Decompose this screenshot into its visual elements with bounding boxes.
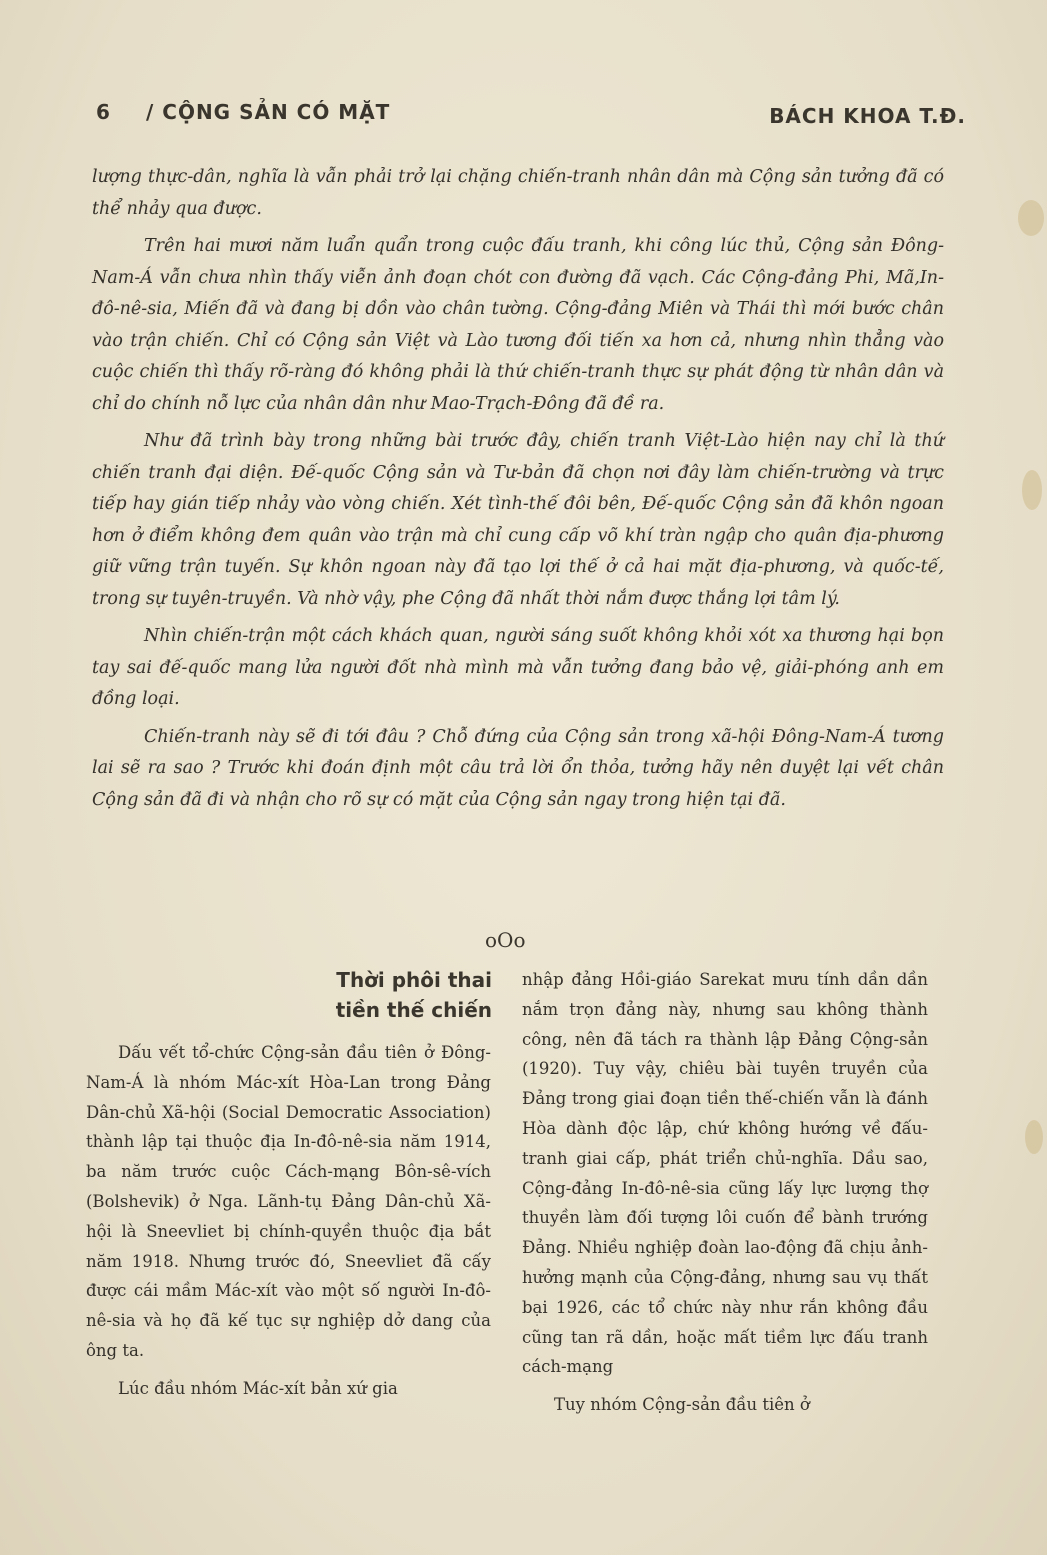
section-title: / CỘNG SẢN CÓ MẶT [146, 100, 391, 124]
paragraph: nhập đảng Hồi-giáo Sarekat mưu tính dần dần nắm trọn đảng này, nhưng sau không thành công, nên đã tách ra thành lập Đảng Cộng-sản (1920). Tuy vậy, chiêu bài tuyên truyền của Đảng trong giai đoạn tiền thế-chiến vẫn là đánh Hòa dành độc lập, chứ không hướng về đấu-tranh giai cấp, phát triển chủ-nghĩa. Dầu sao, Cộng-đảng In-đô-nê-sia cũng lấy lực lượng thợ thuyền làm đối tượng lôi cuốn để bành trướng Đảng. Nhiều nghiệp đoàn lao-động đã chịu ảnh-hưởng mạnh của Cộng-đảng, nhưng sau vụ thất bại 1926, các tổ chức này như rắn không đầu cũng tan rã dần, hoặc mất tiềm lực đấu tranh cách-mạng [522, 970, 928, 1377]
paragraph: lượng thực-dân, nghĩa là vẫn phải trở lại chặng chiến-tranh nhân dân mà Cộng sản tưởng đã có thể nhảy qua được. [92, 167, 944, 219]
paragraph: Dấu vết tổ-chức Cộng-sản đầu tiên ở Đông-Nam-Á là nhóm Mác-xít Hòa-Lan trong Đảng Dân-chủ Xã-hội (Social Democratic Association) thành lập tại thuộc địa In-đô-nê-sia năm 1914, ba năm trước cuộc Cách-mạng Bôn-sê-vích (Bolshevik) ở Nga. Lãnh-tụ Đảng Dân-chủ Xã-hội là Sneevliet bị chính-quyền thuộc địa bắt năm 1918. Nhưng trước đó, Sneevliet đã cấy được cái mầm Mác-xít vào một số người In-đô-nê-sia và họ đã kế tục sự nghiệp dở dang của ông ta. [86, 1043, 491, 1360]
section-heading-line: Thời phôi thai [336, 968, 492, 992]
paragraph: Nhìn chiến-trận một cách khách quan, người sáng suốt không khỏi xót xa thương hại bọn tay sai đế-quốc mang lửa người đốt nhà mình mà vẫn tưởng đang bảo vệ, giải-phóng anh em đồng loại. [92, 626, 944, 709]
paragraph: Như đã trình bày trong những bài trước đây, chiến tranh Việt-Lào hiện nay chỉ là thứ chiến tranh đại diện. Đế-quốc Cộng sản và Tư-bản đã chọn nơi đây làm chiến-trường và trực tiếp hay gián tiếp nhảy vào vòng chiến. Xét tình-thế đôi bên, Đế-quốc Cộng sản đã khôn ngoan hơn ở điểm không đem quân vào trận mà chỉ cung cấp võ khí tràn ngập cho quân địa-phương giữ vững trận tuyến. Sự khôn ngoan này đã tạo lợi thế ở cả hai mặt địa-phương, và quốc-tế, trong sự tuyên-truyền. Và nhờ vậy, phe Cộng đã nhất thời nắm được thắng lợi tâm lý. [92, 431, 944, 609]
paragraph: Chiến-tranh này sẽ đi tới đâu ? Chỗ đứng của Cộng sản trong xã-hội Đông-Nam-Á tương lai sẽ ra sao ? Trước khi đoán định một câu trả lời ổn thỏa, tưởng hãy nên duyệt lại vết chân Cộng sản đã đi và nhận cho rõ sự có mặt của Cộng sản ngay trong hiện tại đã. [92, 726, 944, 810]
paper-stain [1022, 470, 1042, 510]
paragraph: Trên hai mươi năm luẩn quẩn trong cuộc đấu tranh, khi công lúc thủ, Cộng sản Đông-Nam-Á vẫn chưa nhìn thấy viễn ảnh đoạn chót con đường đã vạch. Các Cộng-đảng Phi, Mã,In-đô-nê-sia, Miến đã và đang bị dồn vào chân tường. Cộng-đảng Miên và Thái thì mới bước chân vào trận chiến. Chỉ có Cộng sản Việt và Lào tương đối tiến xa hơn cả, nhưng nhìn thẳng vào cuộc chiến thì thấy rõ-ràng đó không phải là thứ chiến-tranh thực sự phát động từ nhân dân và chỉ do chính nỗ lực của nhân dân như Mao-Trạch-Đông đã đề ra. [92, 236, 944, 414]
left-column [86, 1038, 491, 1404]
section-heading-line: tiền thế chiến [335, 998, 492, 1022]
paper-stain [1018, 200, 1044, 236]
section-heading [270, 965, 492, 1025]
magazine-name: BÁCH KHOA T.Đ. [769, 104, 966, 128]
article-body [92, 162, 944, 822]
right-column [522, 965, 928, 1420]
running-header [96, 98, 966, 138]
section-separator: oOo [485, 928, 526, 952]
paragraph: Tuy nhóm Cộng-sản đầu tiên ở [554, 1395, 810, 1415]
paragraph: Lúc đầu nhóm Mác-xít bản xứ gia [118, 1378, 398, 1398]
paper-stain [1025, 1120, 1043, 1154]
page-number: 6 [96, 100, 111, 124]
